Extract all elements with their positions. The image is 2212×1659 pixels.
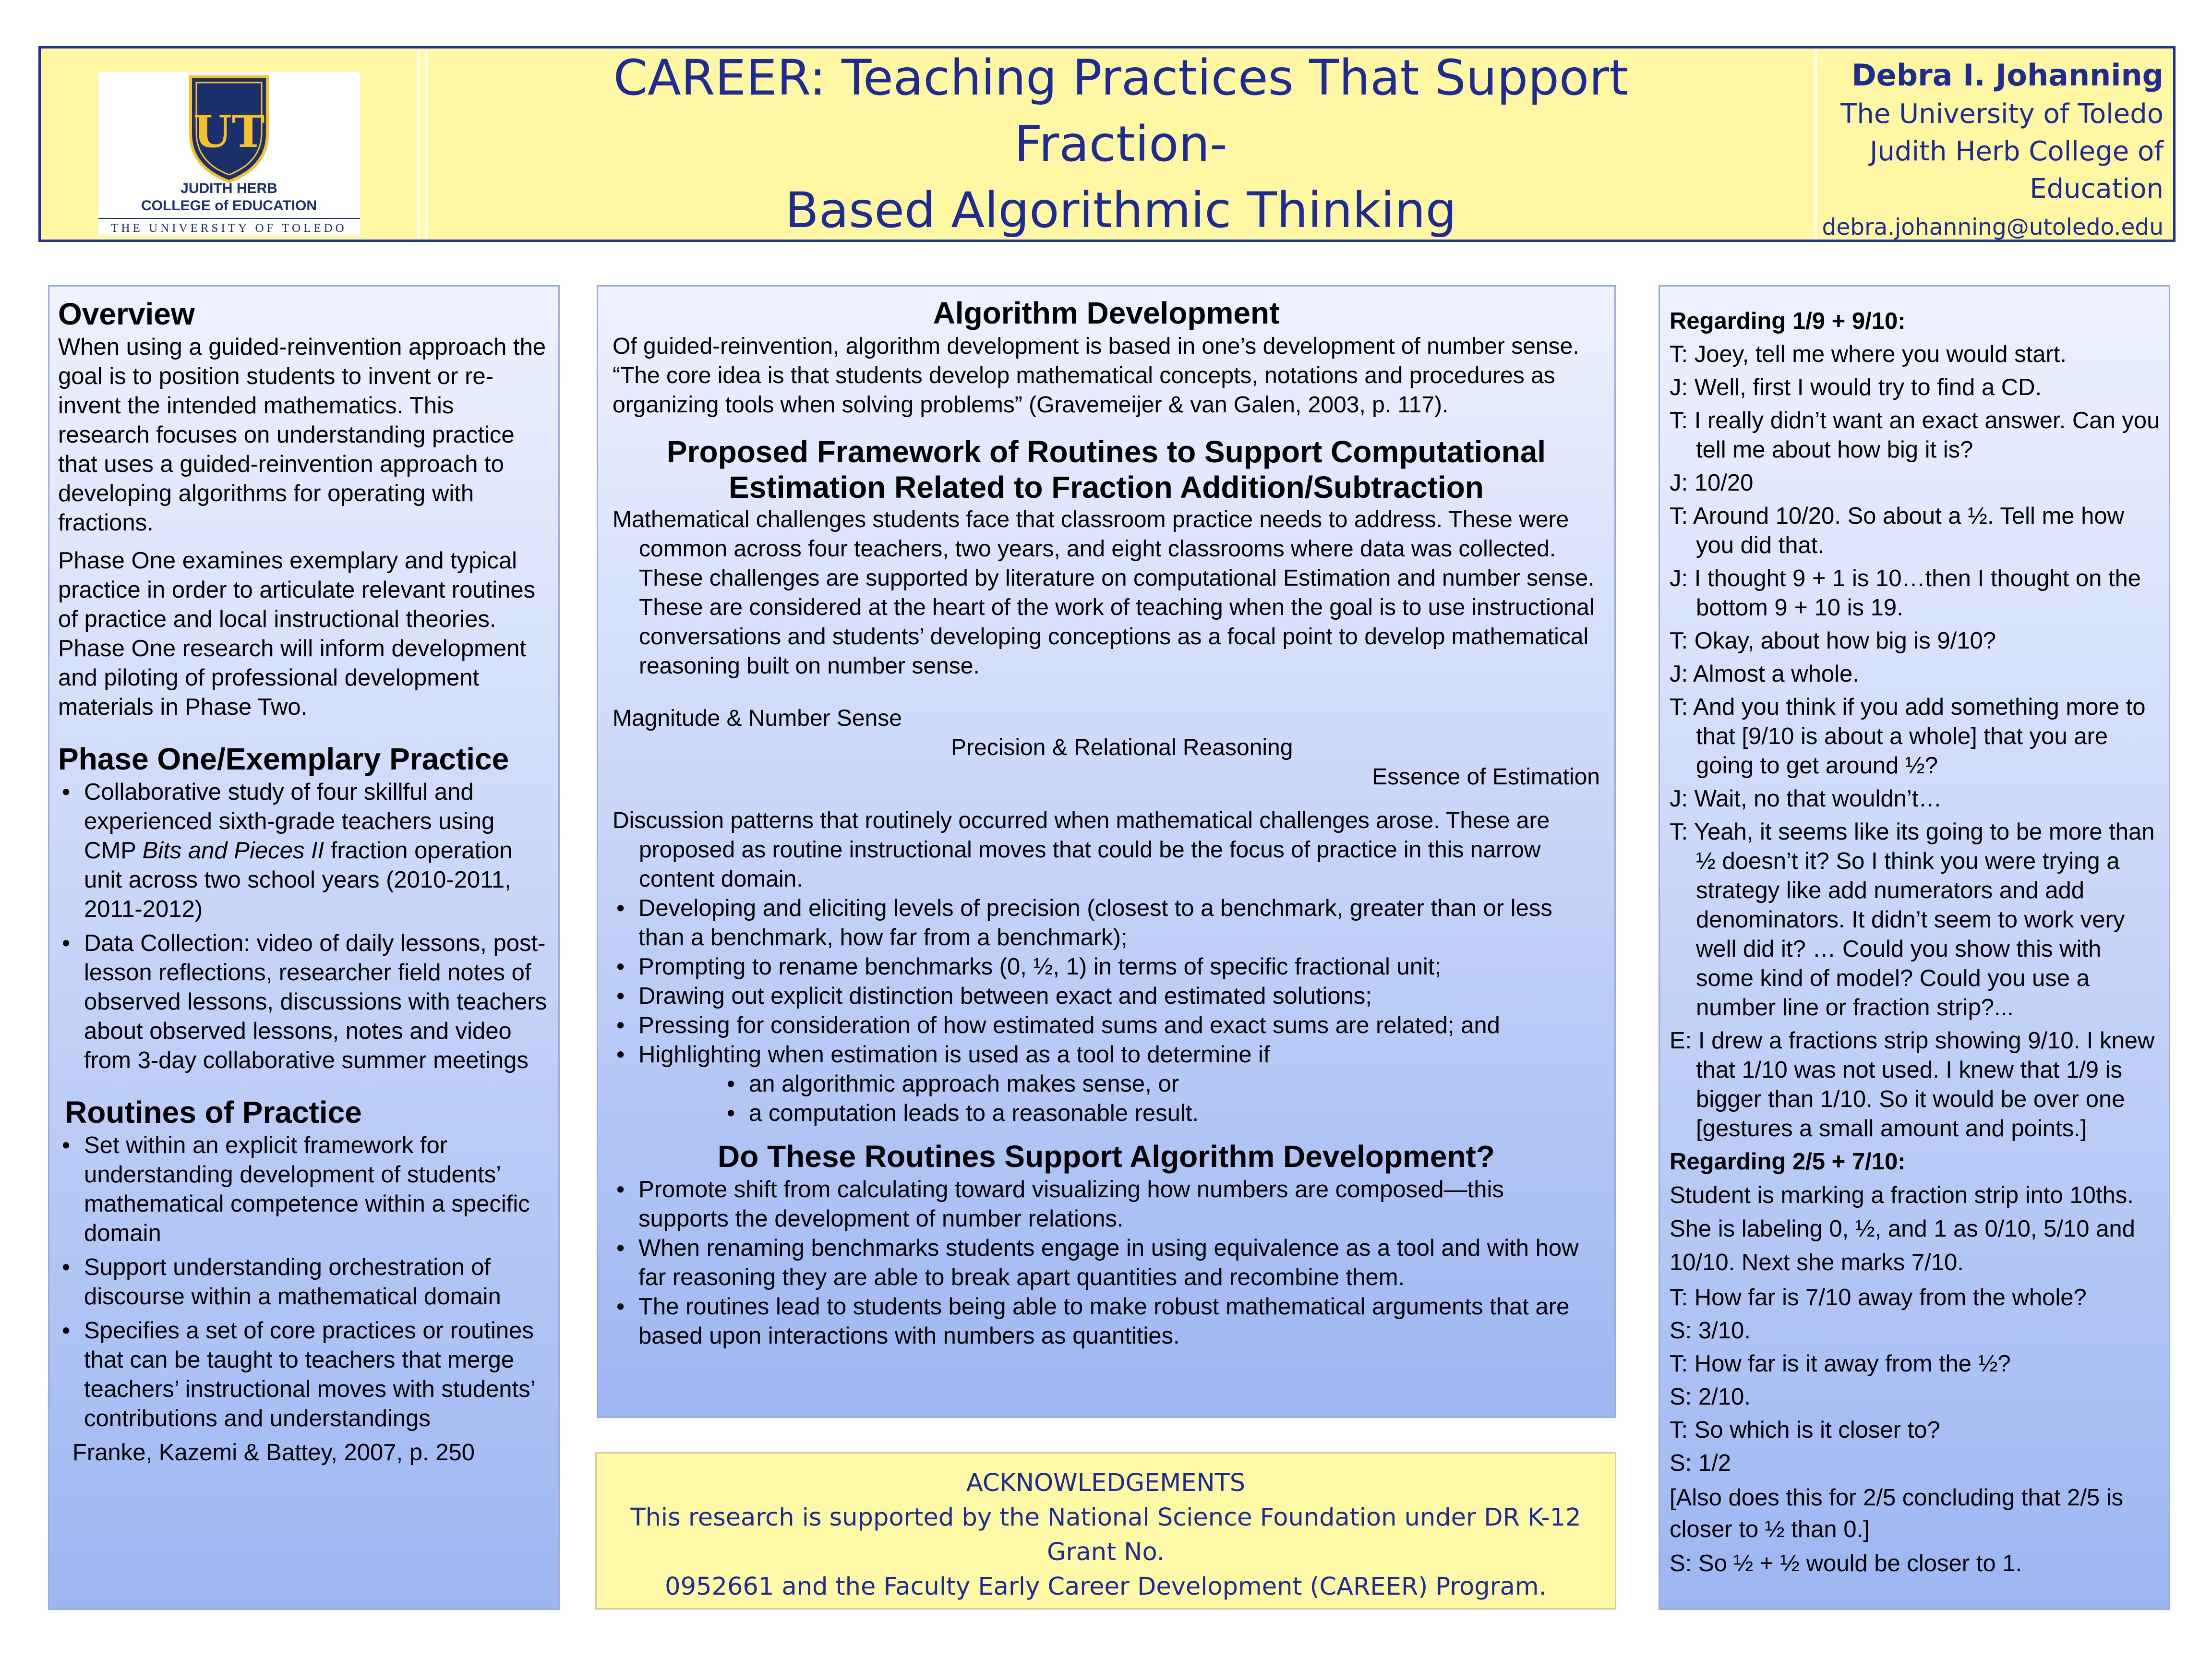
title-area [425,50,1817,239]
dialogue-line: E: I drew a fractions strip showing 9/10. I knew that 1/10 was not used. I knew that 1/9 is bigger than 1/10. So it would be over one [gestures a small amount and points.] [1670,1028,2155,1142]
example-1-heading: Regarding 1/9 + 9/10: [1670,308,1906,334]
dialogue-line: J: Almost a whole. [1670,661,1859,687]
sub-list-item: • an algorithmic approach makes sense, or [723,1070,1600,1099]
acknowledgements-line-1: This research is supported by the National Science Foundation under DR K-12 Grant No. [630,1503,1581,1566]
author-info [1819,50,2172,239]
support-heading: Do These Routines Support Algorithm Development? [717,1139,1495,1174]
framework-heading-line-2: Estimation Related to Fraction Addition/Subtraction [729,470,1484,505]
list-item: • Developing and eliciting levels of precision (closest to a benchmark, greater than or less than a benchmark, how far from a benchmark); [613,894,1600,952]
list-item: • Data Collection: video of daily lessons, post-lesson reflections, researcher field notes of observed lessons, discussions with teachers about observed lessons, notes and video from 3-day collaborative summer meetings [58,929,550,1075]
phase-list [58,778,550,1075]
list-item: • Highlighting when estimation is used as a tool to determine if [613,1040,1600,1070]
progression-step-2: Precision & Relational Reasoning [951,735,1293,760]
phase-heading: Phase One/Exemplary Practice [58,742,509,776]
framework-heading-line-1: Proposed Framework of Routines to Support Computational [666,434,1546,469]
affiliation-line-2: Judith Herb College of [1869,136,2164,167]
dialogue-line: [Also does this for 2/5 concluding that 2/5 is closer to ½ than 0.] [1670,1485,2124,1542]
overview-heading: Overview [58,297,195,331]
framework-heading [613,434,1600,505]
middle-column [597,285,1616,1418]
dialogue-line: S: 1/2 [1670,1450,1731,1476]
dialogue-line: T: How far is it away from the ½? [1670,1351,2011,1377]
dialogue-line: S: So ½ + ½ would be closer to 1. [1670,1551,2022,1576]
acknowledgements-heading: ACKNOWLEDGEMENTS [966,1469,1246,1497]
algorithm-heading: Algorithm Development [933,296,1280,330]
right-column [1659,285,2170,1610]
list-item: • Specifies a set of core practices or routines that can be taught to teachers that merge teachers’ instructional moves with students’ contributions and understandings [58,1316,550,1433]
example-2-heading: Regarding 2/5 + 7/10: [1670,1149,1906,1175]
dialogue-line: T: How far is 7/10 away from the whole? [1670,1285,2087,1310]
overview-paragraph-1: When using a guided-reinvention approach the goal is to position students to invent or re-invent the intended mathematics. This research focuses on understanding practice that uses a guided-reinvention approach to developing algorithms for operating with fractions. [58,334,546,536]
dialogue-line: J: I thought 9 + 1 is 10…then I thought on the bottom 9 + 10 is 19. [1670,565,2141,621]
list-item: • When renaming benchmarks students engage in using equivalence as a tool and with how far reasoning they are able to break apart quantities and recombine them. [613,1234,1600,1292]
discussion-paragraph: Discussion patterns that routinely occurred when mathematical challenges arose. These are proposed as routine instructional moves that could be the focus of practice in this narrow content domain. [613,808,1550,892]
author-email: debra.johanning@utoledo.edu [1822,214,2164,240]
citation: Franke, Kazemi & Battey, 2007, p. 250 [72,1440,475,1466]
routines-heading: Routines of Practice [65,1095,362,1130]
dialogue-line: T: And you think if you add something more to that [9/10 is about a whole] that you are going to get around ½? [1670,694,2146,779]
progression-step-1: Magnitude & Number Sense [613,706,902,731]
affiliation-line-3: Education [2030,173,2164,204]
progression-step-3: Essence of Estimation [1372,764,1600,790]
title-line-2: Based Algorithmic Thinking [785,182,1457,239]
shield-letters: UT [193,106,265,157]
dialogue-line: T: Joey, tell me where you would start. [1670,341,2067,367]
list-item: • Pressing for consideration of how estimated sums and exact sums are related; and [613,1011,1600,1040]
routines-list [58,1131,550,1433]
dialogue-line: J: Well, first I would try to find a CD. [1670,374,2042,400]
list-item: • Promote shift from calculating toward visualizing how numbers are composed—this supports the development of number relations. [613,1175,1600,1234]
list-item: • Collaborative study of four skillful and experienced sixth-grade teachers using CMP Bits and Pieces II fraction operation unit across two school years (2010-2011, 2011-2012) [58,778,550,924]
affiliation-line-1: The University of Toledo [1840,98,2164,130]
shield-icon [98,72,360,235]
left-column [48,285,560,1610]
list-item: • Drawing out explicit distinction between exact and estimated solutions; [613,982,1600,1011]
moves-list [613,894,1600,1128]
list-item: • Prompting to rename benchmarks (0, ½, 1) in terms of specific fractional unit; [613,952,1600,982]
logo-college-line2: COLLEGE of EDUCATION [141,198,317,214]
support-list [613,1175,1600,1351]
list-item: • Set within an explicit framework for understanding development of students’ mathematical competence within a specific domain [58,1131,550,1248]
dialogue-line: T: Yeah, it seems like its going to be more than ½ doesn’t it? So I think you were trying a strategy like add numerators and add denominators. It didn’t seem to work very well did it? … Could you show this with some kind of model? Could you use a number line or fraction strip?... [1670,819,2155,1021]
dialogue-line: J: Wait, no that wouldn’t… [1670,786,1942,812]
challenges-paragraph: Mathematical challenges students face that classroom practice needs to address. These were common across four teachers, two years, and eight classrooms where data was collected. These challenges are supported by literature on computational Estimation and number sense. These are considered at the heart of the work of teaching when the goal is to use instructional conversations and students’ developing conceptions as a focal point to develop mathematical reasoning built on number sense. [613,507,1595,679]
dialogue-line: J: 10/20 [1670,470,1754,496]
title-line-1: CAREER: Teaching Practices That Support Fraction- [613,49,1629,173]
dialogue-line: T: I really didn’t want an exact answer. Can you tell me about how big it is? [1670,408,2160,463]
dialogue-line: T: So which is it closer to? [1670,1417,1940,1443]
logo-college-line1: JUDITH HERB [180,180,277,196]
ut-logo [98,72,360,235]
poster-title [535,45,1707,244]
book-title: Bits and Pieces II [142,838,325,864]
acknowledgements-box [595,1452,1616,1610]
dialogue-line: S: 3/10. [1670,1318,1751,1344]
dialogue-line: T: Okay, about how big is 9/10? [1670,628,1996,654]
dialogue-line: T: Around 10/20. So about a ½. Tell me how you did that. [1670,503,2125,558]
dialogue-line: Student is marking a fraction strip into 10ths. She is labeling 0, ½, and 1 as 0/10, 5/10 and 10/10. Next she marks 7/10. [1670,1182,2135,1275]
acknowledgements-line-2: 0952661 and the Faculty Early Career Development (CAREER) Program. [665,1573,1547,1601]
dialogue-line: S: 2/10. [1670,1384,1751,1410]
list-item: • The routines lead to students being able to make robust mathematical arguments that are based upon interactions with numbers as quantities. [613,1292,1600,1351]
logo-university: THE UNIVERSITY OF TOLEDO [111,222,347,235]
author-name: Debra I. Johanning [1851,58,2164,93]
list-item: • Support understanding orchestration of discourse within a mathematical domain [58,1253,550,1311]
overview-paragraph-2: Phase One examines exemplary and typical practice in order to articulate relevant routines of practice and local instructional theories. Phase One research will inform development and piloting of professional development materials in Phase Two. [58,548,536,720]
sub-list-item: • a computation leads to a reasonable result. [723,1099,1600,1128]
algorithm-paragraph: Of guided-reinvention, algorithm development is based in one’s development of number sense. “The core idea is that students develop mathematical concepts, notations and procedures as organizing tools when solving problems” (Gravemeijer & van Galen, 2003, p. 117). [613,334,1579,418]
